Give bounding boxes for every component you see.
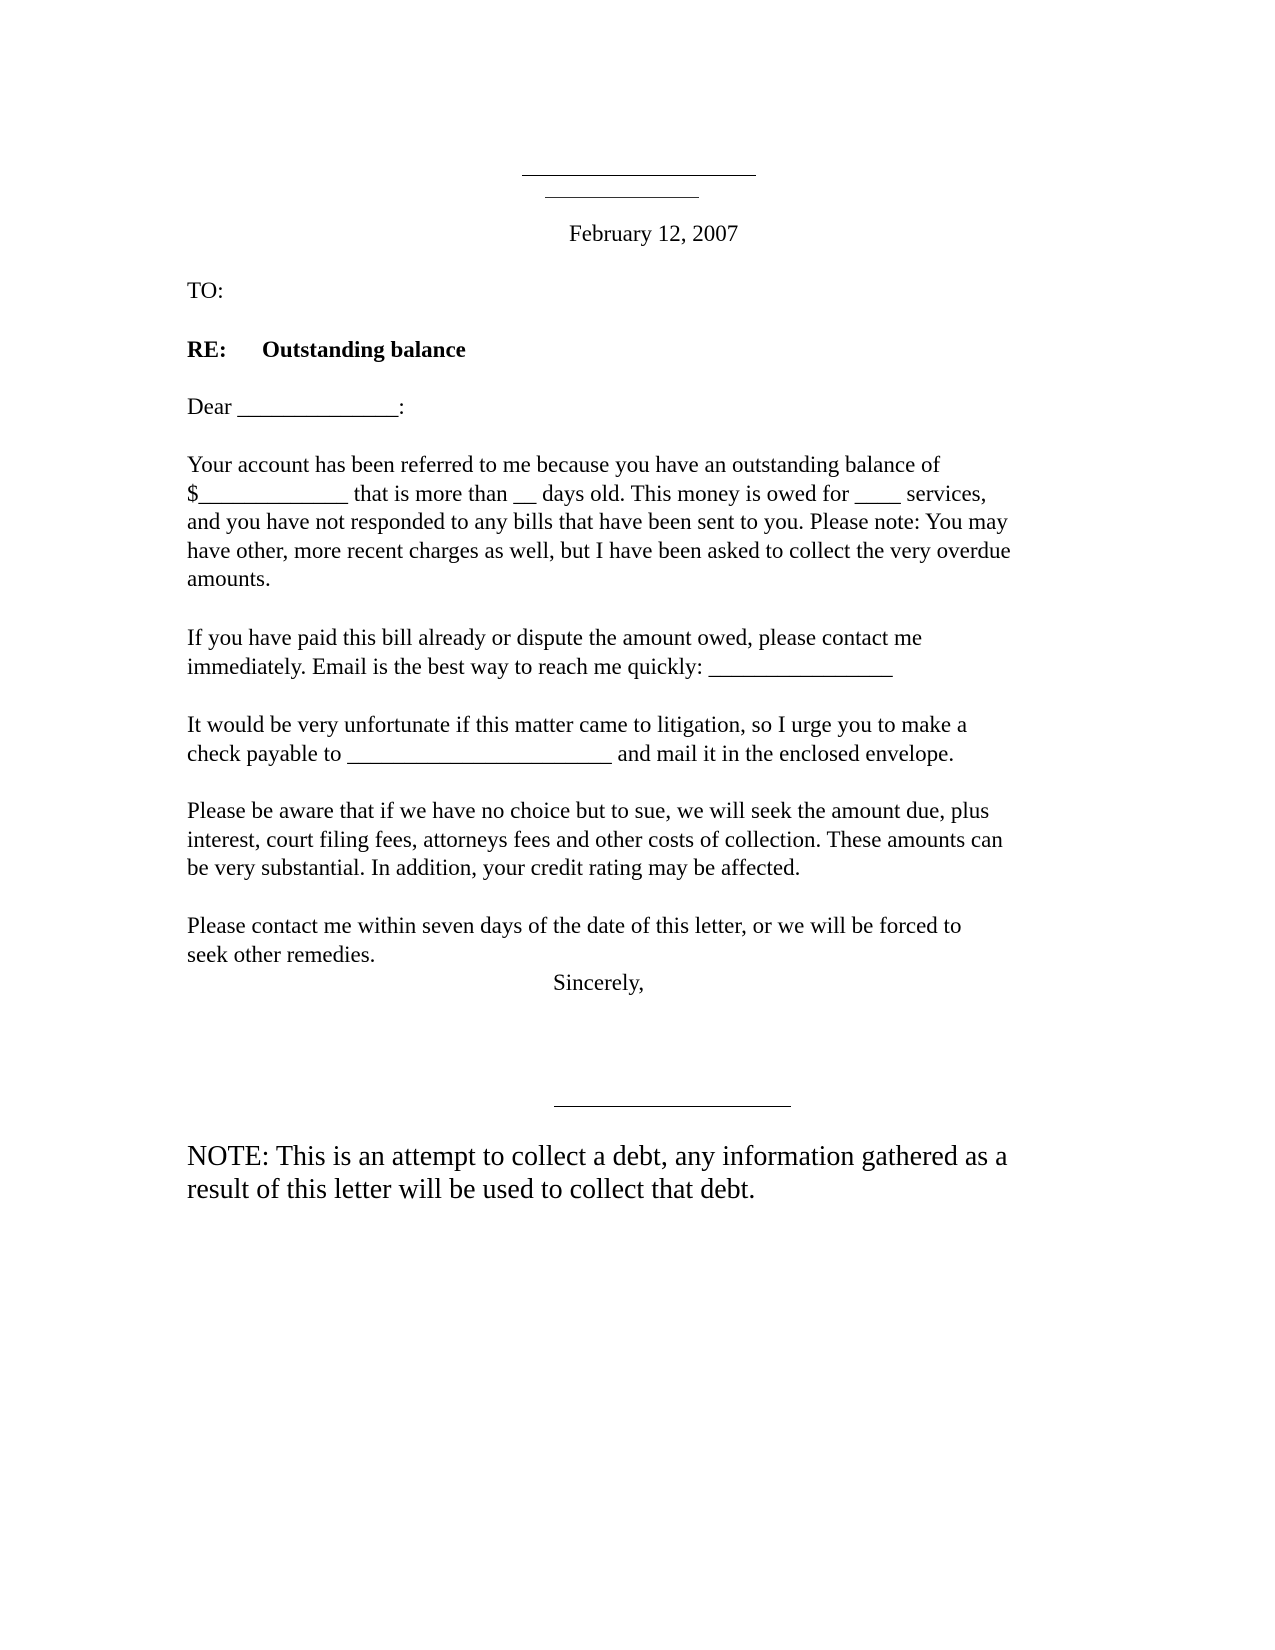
signature-line — [554, 1106, 791, 1107]
paragraph-line: interest, court filing fees, attorneys fees and other costs of collection. These amounts can — [187, 826, 1003, 852]
debt-collection-note — [187, 1140, 1008, 1206]
letterhead-address-line — [545, 197, 699, 198]
re-subject: Outstanding balance — [262, 337, 466, 362]
paragraph-line: Your account has been referred to me because you have an outstanding balance of — [187, 452, 941, 477]
paragraph-line: be very substantial. In addition, your credit rating may be affected. — [187, 855, 801, 880]
to-label: TO: — [187, 278, 224, 303]
note-line: result of this letter will be used to collect that debt. — [187, 1174, 756, 1205]
closing: Sincerely, — [553, 970, 645, 995]
paragraph-line: amounts. — [187, 566, 271, 591]
paragraph-line: check payable to _______________________ and mail it in the enclosed envelope. — [187, 740, 955, 766]
paragraph-costs — [187, 797, 1003, 883]
paragraph-balance — [187, 451, 1011, 594]
paragraph-line: It would be very unfortunate if this matter came to litigation, so I urge you to make a — [187, 712, 968, 737]
paragraph-line: immediately. Email is the best way to reach me quickly: ________________ — [187, 653, 893, 679]
paragraph-deadline — [187, 912, 961, 969]
letter-date: February 12, 2007 — [569, 221, 739, 246]
paragraph-line: and you have not responded to any bills that have been sent to you. Please note: You may — [187, 509, 1008, 534]
paragraph-contact — [187, 624, 922, 681]
paragraph-litigation — [187, 711, 967, 768]
paragraph-line: Please be aware that if we have no choice but to sue, we will seek the amount due, plus — [187, 798, 990, 823]
paragraph-line: If you have paid this bill already or dispute the amount owed, please contact me — [187, 625, 923, 650]
salutation: Dear ______________: — [187, 394, 405, 419]
re-label: RE: — [187, 337, 227, 362]
paragraph-line: $_____________ that is more than __ days old. This money is owed for ____ services, — [187, 480, 987, 506]
paragraph-line: Please contact me within seven days of the date of this letter, or we will be forced to — [187, 913, 962, 938]
letterhead-name-line — [522, 175, 756, 176]
note-line: NOTE: This is an attempt to collect a debt, any information gathered as a — [187, 1141, 1008, 1172]
paragraph-line: have other, more recent charges as well, but I have been asked to collect the very overdue — [187, 537, 1011, 563]
paragraph-line: seek other remedies. — [187, 941, 376, 967]
